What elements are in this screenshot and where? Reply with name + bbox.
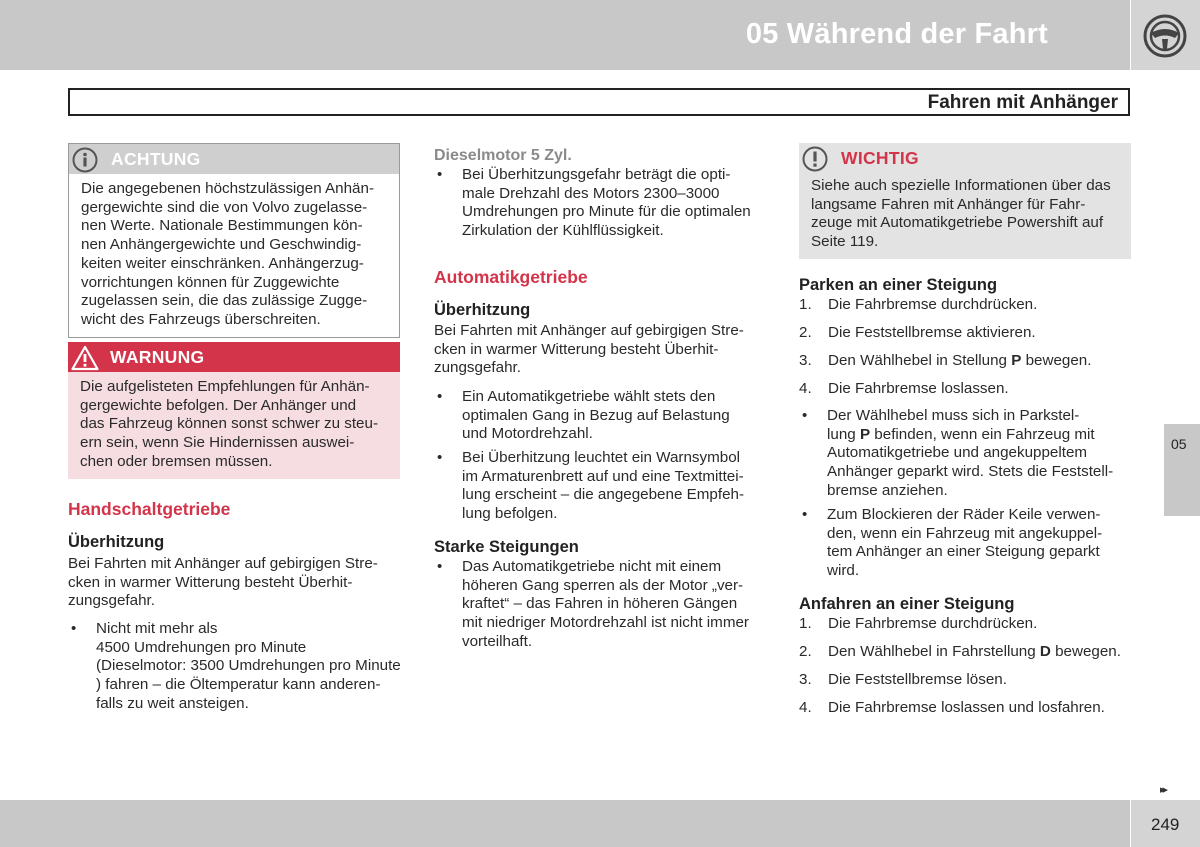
heading-dieselmotor: Dieselmotor 5 Zyl.: [434, 147, 572, 164]
heading-starke-steigungen: Starke Steigungen: [434, 538, 579, 556]
warnung-line: das Fahrzeug können sonst schwer zu steu-: [80, 415, 379, 433]
steep-bullet: [434, 558, 774, 652]
bullet-dot: •: [437, 388, 443, 405]
warnung-line: Die aufgelisteten Empfehlungen für Anhän-: [80, 378, 370, 395]
achtung-callout: [68, 143, 400, 338]
step-text: Die Fahrbremse loslassen.: [828, 380, 1009, 397]
bullet-line: Bei Überhitzungsgefahr beträgt die opti-: [462, 166, 731, 183]
wichtig-header: [799, 143, 1131, 173]
bullet-dot: •: [437, 449, 443, 466]
achtung-header: [69, 144, 399, 174]
step-number: 1.: [799, 296, 812, 313]
auto-paragraph: [434, 322, 774, 378]
warnung-callout: [68, 342, 400, 479]
warnung-label: WARNUNG: [110, 347, 205, 367]
bullet-line-bold: P: [859, 425, 871, 443]
bullet-line: höheren Gang sperren als der Motor „ver-: [462, 576, 744, 594]
bullet-dot: •: [802, 506, 808, 523]
bullet-line: lung erscheint – die angegebene Empfeh-: [462, 486, 745, 504]
step-text: Die Feststellbremse lösen.: [828, 671, 1007, 688]
wichtig-label: WICHTIG: [841, 148, 919, 168]
bullet-line: Das Automatikgetriebe nicht mit einem: [462, 558, 722, 575]
step-text-bold: D: [1039, 643, 1051, 660]
step-text: Die Fahrbremse durchdrücken.: [828, 296, 1038, 313]
chapter-title: 05 Während der Fahrt: [745, 18, 1048, 50]
bullet-line: Zirkulation der Kühlflüssigkeit.: [462, 222, 664, 240]
achtung-line: zugelassen sein, die das zulässige Zugge-: [81, 292, 368, 310]
step-text-post: bewegen.: [1050, 643, 1121, 660]
bullet-line-post: befinden, wenn ein Fahrzeug mit: [870, 425, 1095, 443]
heading-automatikgetriebe: Automatikgetriebe: [434, 267, 588, 287]
bullet-line: falls zu weit ansteigen.: [96, 694, 249, 712]
bullet-line: lung befolgen.: [462, 505, 558, 523]
wichtig-callout: [799, 143, 1131, 259]
bullet-dot: •: [71, 620, 77, 637]
heading-handschaltgetriebe: Handschaltgetriebe: [68, 499, 231, 519]
header-bar: [0, 0, 1130, 70]
subheading-ueberhitzung-auto: Überhitzung: [434, 301, 531, 319]
bullet-line: Bei Überhitzung leuchtet ein Warnsymbol: [462, 449, 741, 466]
bullet-line: kraftet“ – das Fahren in höheren Gängen: [462, 595, 738, 613]
step-text: [828, 352, 1091, 371]
achtung-text: [69, 174, 399, 337]
wichtig-line: Seite 119.: [811, 233, 879, 251]
step-text: Die Fahrbremse durchdrücken.: [828, 615, 1038, 632]
wichtig-line: zeuge mit Automatikgetriebe Powershift auf: [811, 214, 1104, 232]
bullet-dot: •: [802, 407, 808, 424]
bullet-line: bremse anziehen.: [827, 481, 948, 499]
bullet-line: optimalen Gang in Bezug auf Belastung: [462, 406, 730, 424]
achtung-line: keiten weiter einschränken. Anhängerzug-: [81, 254, 364, 272]
heading-anfahren: Anfahren an einer Steigung: [799, 595, 1015, 613]
warnung-line: chen oder bremsen müssen.: [80, 452, 273, 470]
exclamation-circle-icon: [802, 146, 828, 172]
section-title: Fahren mit Anhänger: [927, 92, 1118, 113]
bullet-line: 4500 Umdrehungen pro Minute: [96, 638, 307, 656]
step-number: 1.: [799, 615, 812, 632]
achtung-line: nen Werte. Nationale Bestimmungen kön-: [81, 217, 363, 235]
achtung-line: wicht des Fahrzeugs überschreiten.: [81, 310, 321, 328]
bullet-line: Umdrehungen pro Minute für die optimalen: [462, 203, 751, 221]
wichtig-line: langsame Fahren mit Anhänger für Fahr-: [811, 195, 1086, 213]
bullet-line: Anhänger geparkt wird. Stets die Feststell-: [827, 463, 1114, 481]
bullet-line: [827, 426, 1144, 445]
heading-parken: Parken an einer Steigung: [799, 276, 998, 294]
step-text-bold: P: [1011, 352, 1022, 369]
bullet-line: ) fahren – die Öltemperatur kann anderen-: [96, 676, 381, 694]
paragraph-line: zungsgefahr.: [68, 592, 155, 610]
achtung-line: nen Anhängergewichte und Geschwindig-: [81, 236, 362, 254]
step-text: [828, 643, 1121, 662]
auto-bullet-2: [434, 449, 774, 524]
paragraph-line: cken in warmer Witterung besteht Überhit-: [434, 340, 719, 358]
bullet-line: mit niedriger Motordrehzahl ist nicht immer: [462, 614, 749, 632]
warning-triangle-icon: [71, 345, 99, 371]
bullet-line: im Armaturenbrett auf und eine Textmittei-: [462, 467, 744, 485]
park-bullet-1: [799, 407, 1144, 501]
bullet-line: Nicht mit mehr als: [96, 620, 218, 637]
step-number: 4.: [799, 699, 812, 716]
paragraph-line: Bei Fahrten mit Anhänger auf gebirgigen Stre-: [434, 322, 744, 339]
step-text-pre: Den Wählhebel in Stellung: [828, 352, 1012, 369]
step-number: 4.: [799, 380, 812, 397]
paragraph-line: cken in warmer Witterung besteht Überhit-: [68, 573, 353, 591]
bullet-line: und Motordrehzahl.: [462, 425, 593, 443]
chapter-icon-box: [1131, 0, 1200, 70]
manual-bullet: [68, 620, 418, 714]
step-number: 2.: [799, 324, 812, 341]
step-text: Die Fahrbremse loslassen und losfahren.: [828, 699, 1105, 716]
bullet-line: tem Anhänger an einer Steigung geparkt: [827, 543, 1100, 561]
manual-paragraph: [68, 555, 408, 611]
bullet-dot: •: [437, 166, 443, 183]
info-icon: [72, 147, 98, 173]
paragraph-line: Bei Fahrten mit Anhänger auf gebirgigen Stre-: [68, 555, 378, 572]
section-title-box: [68, 88, 1130, 116]
auto-bullet-1: [434, 388, 774, 444]
side-tab-label: 05: [1171, 436, 1187, 452]
step-number: 2.: [799, 643, 812, 660]
page-number: 249: [1151, 815, 1180, 834]
chapter-side-tab: [1164, 424, 1200, 516]
step-text-pre: Den Wählhebel in Fahrstellung: [828, 643, 1040, 660]
warnung-line: gergewichte befolgen. Der Anhänger und: [80, 396, 357, 414]
achtung-line: vorrichtungen können für Zuggewichte: [81, 273, 340, 291]
footer-bar: [0, 800, 1130, 847]
bullet-line: wird.: [827, 562, 860, 580]
step-text-post: bewegen.: [1021, 352, 1092, 369]
warnung-header: [68, 342, 400, 372]
bullet-line: male Drehzahl des Motors 2300–3000: [462, 184, 720, 202]
step-number: 3.: [799, 671, 812, 688]
bullet-line-pre: lung: [827, 425, 860, 443]
bullet-line: Automatikgetriebe und angekuppeltem: [827, 444, 1088, 462]
subheading-ueberhitzung-manual: Überhitzung: [68, 533, 165, 551]
steering-wheel-icon: [1142, 13, 1188, 59]
achtung-line: Die angegebenen höchstzulässigen Anhän-: [81, 180, 375, 197]
wichtig-text: [799, 173, 1131, 259]
paragraph-line: zungsgefahr.: [434, 359, 521, 377]
step-number: 3.: [799, 352, 812, 369]
warnung-line: ern sein, wenn Sie Hindernissen auswei-: [80, 434, 355, 452]
bullet-line: Ein Automatikgetriebe wählt stets den: [462, 388, 716, 405]
achtung-label: ACHTUNG: [111, 149, 201, 169]
diesel-bullet: [434, 166, 774, 241]
warnung-text: [68, 372, 400, 479]
bullet-line: Zum Blockieren der Räder Keile verwen-: [827, 506, 1101, 523]
bullet-line: vorteilhaft.: [462, 632, 533, 650]
wichtig-line: Siehe auch spezielle Informationen über das: [811, 177, 1111, 194]
bullet-line: den, wenn ein Fahrzeug mit angekuppel-: [827, 524, 1103, 542]
bullet-dot: •: [437, 558, 443, 575]
step-text: Die Feststellbremse aktivieren.: [828, 324, 1036, 341]
next-page-arrows-icon: ▸▸: [1160, 784, 1166, 796]
park-bullet-2: [799, 506, 1144, 581]
bullet-line: Der Wählhebel muss sich in Parkstel-: [827, 407, 1080, 424]
achtung-line: gergewichte sind die von Volvo zugelasse-: [81, 198, 368, 216]
bullet-line: (Dieselmotor: 3500 Umdrehungen pro Minute: [96, 657, 401, 675]
